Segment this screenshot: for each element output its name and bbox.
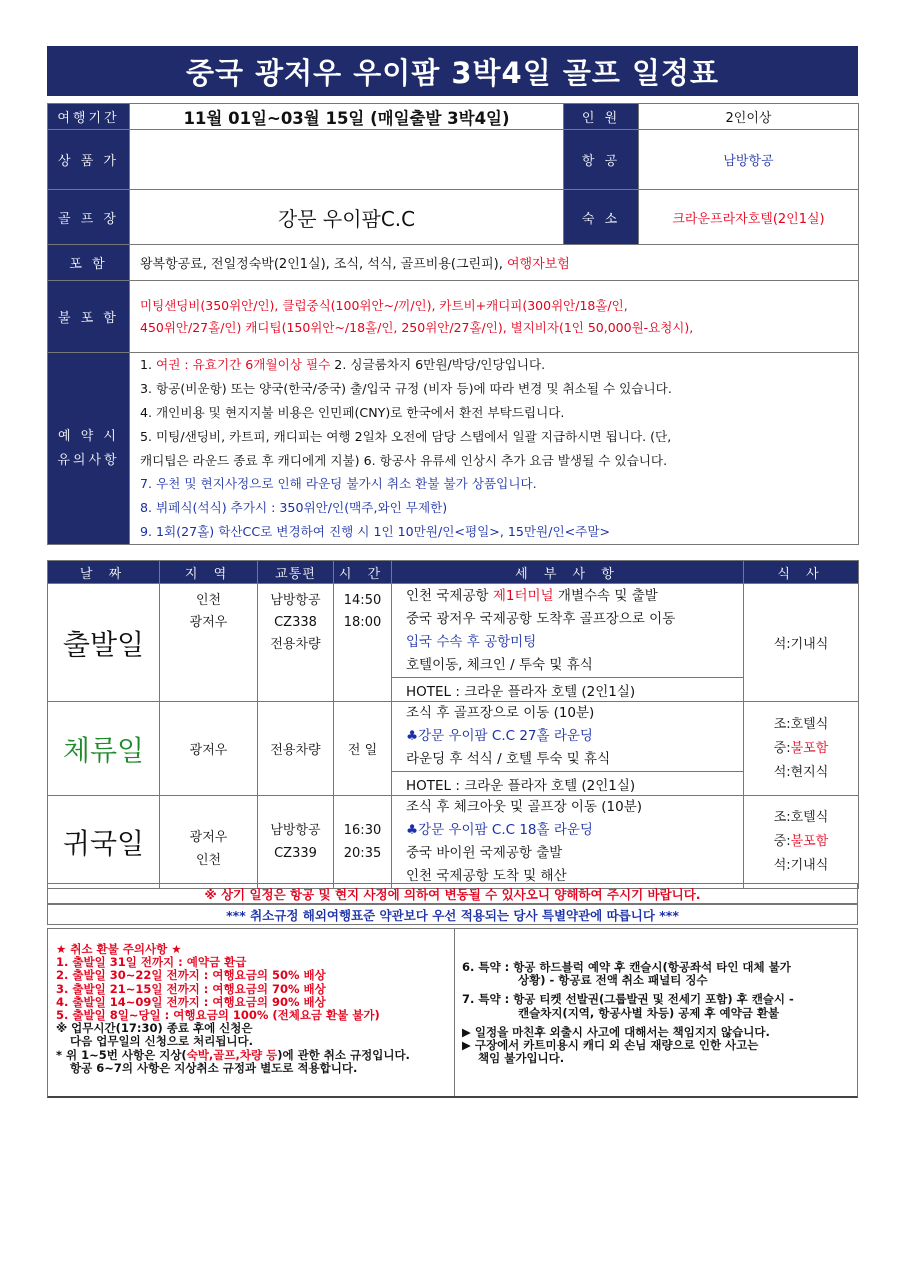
- day3-details: [392, 796, 744, 889]
- day3-region: [160, 796, 258, 889]
- day1-time-1: 14:50: [343, 593, 382, 608]
- header-transport: 교통편: [258, 561, 334, 584]
- day2-detail-1: 조식 후 골프장으로 이동 (10분): [406, 705, 595, 721]
- notes-label-line1: 예 약 시: [58, 428, 119, 444]
- note-5b: 캐디팁은 라운드 종료 후 캐디에게 지불) 6. 항공사 유류세 인상시 추가 요금 발생될 수 있습니다.: [140, 452, 668, 468]
- day1-transport-3: 전용차량: [270, 637, 321, 652]
- cancel-divider: [454, 929, 455, 1096]
- day1-region-1: 인천: [195, 593, 222, 608]
- day3-time: [334, 796, 392, 889]
- office-hours-1: ※ 업무시간(17:30) 종료 후에 신청은: [56, 1021, 253, 1036]
- special-9a: ▶ 구장에서 카트미용시 캐디 외 손님 재량으로 인한 사고는: [462, 1038, 759, 1053]
- day2-hotel: HOTEL : 크라운 플라자 호텔 (2인1실): [392, 772, 744, 796]
- day3-time-1: 16:30: [343, 823, 382, 838]
- day3-detail-2: ♣강문 우이팜 C.C 18홀 라운딩: [406, 822, 593, 838]
- day1-time-2: 18:00: [343, 615, 382, 630]
- day2-meal: [744, 702, 859, 796]
- scope-line-1-c: )에 관한 취소 규정입니다.: [277, 1047, 410, 1062]
- day2-transport: 전용차량: [258, 702, 334, 796]
- hotel-label: 숙 소: [564, 190, 639, 245]
- day3-meal-breakfast: 조:호텔식: [773, 810, 829, 825]
- day1-time: [334, 584, 392, 702]
- day2-meal-dinner: 석:현지식: [773, 764, 829, 780]
- people-label: 인 원: [564, 104, 639, 130]
- header-meal: 식 사: [744, 561, 859, 584]
- special-8: ▶ 일정을 마친후 외출시 사고에 대해서는 책임지지 않습니다.: [462, 1024, 770, 1039]
- exclude-line-2: 450위안/27홀/인) 캐디팁(150위안~/18홀/인, 250위안/27홀/인), 별지비자(1인 50,000원-요청시),: [140, 319, 694, 335]
- day1-name: 출발일: [48, 584, 160, 702]
- cancel-rule-4: 4. 출발일 14~09일 전까지 : 여행요금의 90% 배상: [56, 994, 326, 1009]
- day3-detail-1: 조식 후 체크아웃 및 골프장 이동 (10분): [406, 799, 643, 815]
- note-1-num: 1.: [140, 357, 157, 373]
- airline-value: 남방항공: [639, 130, 859, 190]
- special-7b: 캔슬차지(지역, 항공사별 차등) 공제 후 예약금 환불: [518, 1005, 780, 1020]
- cancel-rule-5: 5. 출발일 8일~당일 : 여행요금의 100% (전체요금 환불 불가): [56, 1008, 380, 1023]
- include-text: 왕복항공료, 전일정숙박(2인1실), 조식, 석식, 골프비용(그린피),: [140, 257, 507, 272]
- day3-meal-dinner: 석:기내식: [773, 858, 829, 873]
- period-value: 11월 01일~03월 15일 (매일출발 3박4일): [130, 104, 564, 130]
- day1-transport: [258, 584, 334, 702]
- day1-detail-2: 중국 광저우 국제공항 도착후 골프장으로 이동: [406, 610, 676, 627]
- notes-list: [130, 353, 859, 545]
- day3-time-2: 20:35: [343, 846, 382, 861]
- day3-meal-lunch-value: 불포함: [790, 834, 829, 849]
- special-6a: 6. 특약 : 항공 하드블럭 예약 후 캔슬시(항공좌석 타인 대체 불가: [462, 960, 791, 974]
- exclude-label: 불 포 함: [48, 281, 130, 353]
- day1-detail-1-a: 인천 국제공항: [406, 587, 493, 604]
- day3-transport-1: 남방항공: [270, 823, 321, 838]
- day1-detail-1: [406, 585, 743, 608]
- scope-line-1: [56, 1049, 410, 1062]
- special-9b: 책임 불가입니다.: [478, 1051, 565, 1066]
- include-label: 포 함: [48, 245, 130, 281]
- cancel-policy-notice: *** 취소규정 해외여행표준 약관보다 우선 적용되는 당사 특별약관에 따릅니다 ***: [47, 904, 858, 925]
- day1-detail-4: 호텔이동, 체크인 / 투숙 및 휴식: [406, 656, 593, 673]
- day2-details: [392, 702, 744, 772]
- day1-terminal: 제1터미널: [492, 587, 554, 604]
- note-4: 4. 개인비용 및 현지지불 비용은 인민페(CNY)로 한국에서 환전 부탁드립니다.: [140, 404, 565, 420]
- header-date: 날 짜: [48, 561, 160, 584]
- cancel-policy-box: [47, 928, 858, 1098]
- day3-region-2: 인천: [195, 853, 222, 868]
- day1-meal: 석:기내식: [744, 584, 859, 702]
- day2-detail-2: ♣강문 우이팜 C.C 27홀 라운딩: [406, 728, 593, 744]
- day2-meal-lunch-value: 불포함: [790, 740, 829, 756]
- day1-transport-1: 남방항공: [270, 593, 321, 608]
- cancel-heading: ★ 취소 환불 주의사항 ★: [56, 942, 182, 956]
- exclude-line-1: 미팅샌딩비(350위안/인), 클럽중식(100위안~/끼/인), 카트비+캐디피(300위안/18홀/인,: [140, 297, 628, 313]
- day2-meal-lunch-label: 중:: [773, 740, 791, 756]
- day2-detail-3: 라운딩 후 석식 / 호텔 투숙 및 휴식: [406, 751, 611, 767]
- day3-detail-3: 중국 바이윈 국제공항 출발: [406, 845, 563, 861]
- day3-meal-lunch: [744, 830, 858, 854]
- price-label: 상 품 가: [48, 130, 130, 190]
- day1-transport-2: CZ338: [274, 615, 317, 630]
- header-details: 세 부 사 항: [392, 561, 744, 584]
- note-5a: 5. 미팅/샌딩비, 카트피, 캐디피는 여행 2일차 오전에 담당 스탭에서 일괄 지급하시면 됩니다. (단,: [140, 428, 672, 444]
- day1-details: [392, 584, 744, 678]
- cancel-left-column: [56, 943, 410, 1075]
- cancel-rule-1: 1. 출발일 31일 전까지 : 예약금 환급: [56, 955, 247, 970]
- header-region: 지 역: [160, 561, 258, 584]
- day3-detail-4: 인천 국제공항 도착 및 해산: [406, 868, 567, 884]
- day2-name: 체류일: [48, 702, 160, 796]
- airline-label: 항 공: [564, 130, 639, 190]
- note-1-passport: 여권 : 유효기간 6개월이상 필수: [156, 357, 331, 373]
- notes-label-line2: 유의사항: [57, 452, 120, 468]
- scope-line-2: 항공 6~7의 사항은 지상취소 규정과 별도로 적용합니다.: [70, 1060, 358, 1075]
- day3-transport-2: CZ339: [274, 846, 317, 861]
- price-value: [130, 130, 564, 190]
- cancel-right-column: [462, 961, 794, 1065]
- golf-value: 강문 우이팜C.C: [130, 190, 564, 245]
- note-8: 8. 뷔페식(석식) 추가시 : 350위안/인(맥주,와인 무제한): [140, 500, 448, 516]
- scope-line-1-a: * 위 1~5번 사항은 지상(: [56, 1047, 187, 1062]
- day3-meal-lunch-label: 중:: [773, 834, 791, 849]
- scope-line-1-red: 숙박,골프,차량 등: [186, 1047, 278, 1062]
- day3-name: 귀국일: [48, 796, 160, 889]
- day2-time: 전 일: [334, 702, 392, 796]
- note-7: 7. 우천 및 현지사정으로 인해 라운딩 불가시 취소 환불 불가 상품입니다.: [140, 476, 537, 492]
- golf-label: 골 프 장: [48, 190, 130, 245]
- page-title: 중국 광저우 우이팜 3박4일 골프 일정표: [47, 46, 858, 96]
- day3-transport: [258, 796, 334, 889]
- include-insurance: 여행자보험: [507, 257, 570, 272]
- include-value: [130, 245, 859, 281]
- exclude-value: [130, 281, 859, 353]
- day3-meal: [744, 796, 859, 889]
- note-2: 2. 싱글룸차지 6만원/박당/인당입니다.: [330, 357, 546, 373]
- schedule-table: [47, 560, 859, 889]
- note-3: 3. 항공(비운항) 또는 양국(한국/중국) 출/입국 규정 (비자 등)에 따라 변경 및 취소될 수 있습니다.: [140, 381, 672, 397]
- cancel-rule-2: 2. 출발일 30~22일 전까지 : 여행요금의 50% 배상: [56, 968, 326, 983]
- special-6b: 상황) - 항공료 전액 취소 패널티 징수: [518, 973, 708, 988]
- day2-region: 광저우: [160, 702, 258, 796]
- day2-meal-lunch: [744, 737, 858, 761]
- header-time: 시 간: [334, 561, 392, 584]
- people-value: 2인이상: [639, 104, 859, 130]
- note-1: [140, 353, 858, 377]
- day1-detail-1-c: 개별수속 및 출발: [553, 587, 658, 604]
- period-label: 여행기간: [48, 104, 130, 130]
- day1-hotel: HOTEL : 크라운 플라자 호텔 (2인1실): [392, 678, 744, 702]
- schedule-change-notice: ※ 상기 일정은 항공 및 현지 사정에 의하여 변동될 수 있사오니 양해하여 주시기 바랍니다.: [47, 883, 858, 904]
- trip-info-table: [47, 103, 859, 545]
- hotel-value: 크라운프라자호텔(2인1실): [639, 190, 859, 245]
- special-7a: 7. 특약 : 항공 티켓 선발권(그룹발권 및 전세기 포함) 후 캔슬시 -: [462, 992, 794, 1007]
- day1-detail-3: 입국 수속 후 공항미팅: [406, 633, 537, 650]
- note-9: 9. 1회(27홀) 학산CC로 변경하여 진행 시 1인 10만원/인<평일>, 15만원/인<주말>: [140, 523, 611, 539]
- day2-meal-breakfast: 조:호텔식: [773, 716, 829, 732]
- office-hours-2: 다음 업무일의 신청으로 처리됩니다.: [70, 1034, 254, 1049]
- day1-region: [160, 584, 258, 702]
- cancel-rule-3: 3. 출발일 21~15일 전까지 : 여행요금의 70% 배상: [56, 981, 326, 996]
- day3-region-1: 광저우: [189, 830, 228, 845]
- day1-region-2: 광저우: [189, 615, 228, 630]
- notes-label: [48, 353, 130, 545]
